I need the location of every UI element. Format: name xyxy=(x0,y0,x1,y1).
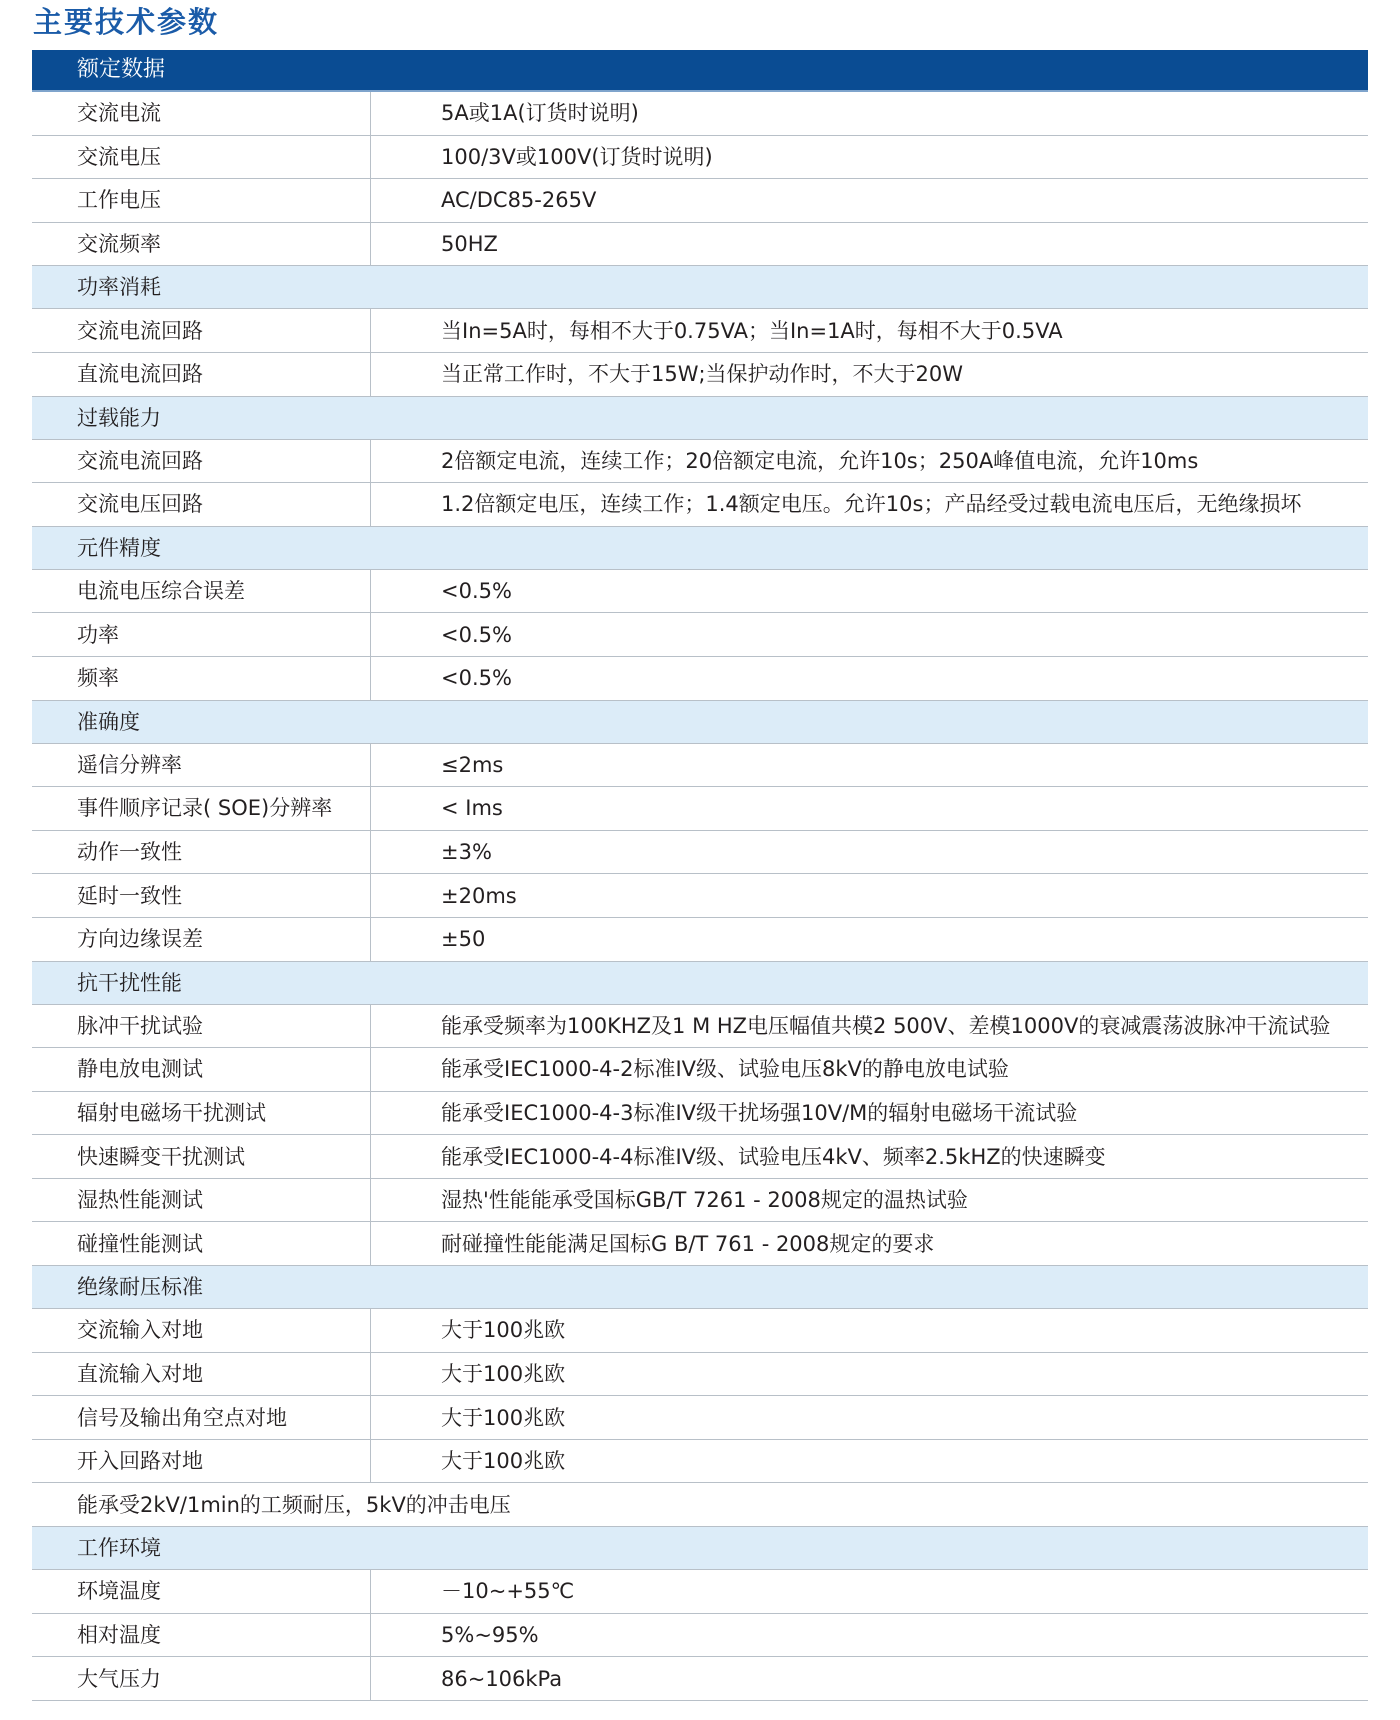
param-label: 交流电流回路 xyxy=(32,309,371,352)
param-label: 工作电压 xyxy=(32,179,371,222)
table-row xyxy=(32,1135,1368,1179)
table-row xyxy=(32,1092,1368,1136)
param-label: 功率 xyxy=(32,613,371,656)
table-row xyxy=(32,1657,1368,1701)
param-value: 能承受IEC1000-4-3标准IV级干扰场强10V/M的辐射电磁场干流试验 xyxy=(441,1100,1078,1125)
section-title: 抗干扰性能 xyxy=(77,970,182,995)
param-value: <0.5% xyxy=(441,622,512,647)
full-width-text: 能承受2kV/1min的工频耐压，5kV的冲击电压 xyxy=(77,1492,511,1517)
table-row xyxy=(32,1222,1368,1266)
section-row xyxy=(32,397,1368,440)
param-value: <0.5% xyxy=(441,666,512,691)
table-row xyxy=(32,613,1368,657)
param-value: 100/3V或100V(订货时说明) xyxy=(441,144,713,169)
param-label: 快速瞬变干扰测试 xyxy=(32,1135,371,1178)
table-row xyxy=(32,1179,1368,1223)
param-value: 5A或1A(订货时说明) xyxy=(441,101,639,126)
param-label: 延时一致性 xyxy=(32,874,371,917)
table-row xyxy=(32,1614,1368,1658)
param-value: <0.5% xyxy=(441,579,512,604)
param-value: 湿热'性能能承受国标GB/T 7261 - 2008规定的温热试验 xyxy=(441,1188,968,1213)
table-row xyxy=(32,483,1368,527)
param-label: 交流电流回路 xyxy=(32,440,371,483)
param-value: 2倍额定电流，连续工作；20倍额定电流，允许10s；250A峰值电流，允许10ms xyxy=(441,448,1199,473)
param-label: 交流电流 xyxy=(32,92,371,135)
param-label: 直流电流回路 xyxy=(32,353,371,396)
param-value: 能承受IEC1000-4-2标准IV级、试验电压8kV的静电放电试验 xyxy=(441,1057,1009,1082)
param-label: 遥信分辨率 xyxy=(32,744,371,787)
param-label: 交流输入对地 xyxy=(32,1309,371,1352)
full-width-row xyxy=(32,1483,1368,1527)
param-label: 脉冲干扰试验 xyxy=(32,1005,371,1048)
table-row xyxy=(32,918,1368,962)
page-title: 主要技术参数 xyxy=(33,5,220,39)
table-row xyxy=(32,92,1368,136)
param-label: 事件顺序记录( SOE)分辨率 xyxy=(32,787,371,830)
param-label: 相对温度 xyxy=(32,1614,371,1657)
section-row xyxy=(32,701,1368,744)
param-value: 当正常工作时，不大于15W;当保护动作时，不大于20W xyxy=(441,362,964,387)
section-title: 绝缘耐压标准 xyxy=(77,1275,203,1300)
section-row xyxy=(32,266,1368,309)
section-row xyxy=(32,527,1368,570)
param-value: 能承受IEC1000-4-4标准IV级、试验电压4kV、频率2.5kHZ的快速瞬变 xyxy=(441,1144,1106,1169)
table-row xyxy=(32,1309,1368,1353)
param-label: 频率 xyxy=(32,657,371,700)
param-label: 交流电压 xyxy=(32,136,371,179)
param-value: ±3% xyxy=(441,840,492,865)
param-value: < Ims xyxy=(441,796,503,821)
table-row xyxy=(32,657,1368,701)
table-row xyxy=(32,179,1368,223)
table-row xyxy=(32,353,1368,397)
table-header-label: 额定数据 xyxy=(77,57,166,82)
param-label: 辐射电磁场干扰测试 xyxy=(32,1092,371,1135)
param-value: ±50 xyxy=(441,927,486,952)
spec-table xyxy=(32,50,1368,1701)
section-row xyxy=(32,1266,1368,1309)
section-title: 功率消耗 xyxy=(77,275,161,300)
param-label: 湿热性能测试 xyxy=(32,1179,371,1222)
table-row xyxy=(32,744,1368,788)
param-value: 当In=5A时，每相不大于0.75VA；当In=1A时，每相不大于0.5VA xyxy=(441,318,1063,343)
param-value: 50HZ xyxy=(441,232,498,257)
param-value: AC/DC85-265V xyxy=(441,188,597,213)
param-label: 交流电压回路 xyxy=(32,483,371,526)
param-label: 大气压力 xyxy=(32,1657,371,1700)
section-title: 准确度 xyxy=(77,709,140,734)
param-label: 直流输入对地 xyxy=(32,1353,371,1396)
table-row xyxy=(32,440,1368,484)
table-row xyxy=(32,874,1368,918)
param-value: 86~106kPa xyxy=(441,1666,563,1691)
table-row xyxy=(32,136,1368,180)
param-value: 1.2倍额定电压，连续工作；1.4额定电压。允许10s；产品经受过载电流电压后，无绝缘损坏 xyxy=(441,492,1302,517)
param-label: 动作一致性 xyxy=(32,831,371,874)
param-value: 大于100兆欧 xyxy=(441,1361,566,1386)
table-body xyxy=(32,92,1368,1701)
table-row xyxy=(32,787,1368,831)
param-value: 大于100兆欧 xyxy=(441,1405,566,1430)
param-label: 交流频率 xyxy=(32,223,371,266)
param-label: 环境温度 xyxy=(32,1570,371,1613)
table-row xyxy=(32,1396,1368,1440)
param-value: ≤2ms xyxy=(441,752,504,777)
param-label: 信号及输出角空点对地 xyxy=(32,1396,371,1439)
table-row xyxy=(32,223,1368,267)
param-label: 开入回路对地 xyxy=(32,1440,371,1483)
table-row xyxy=(32,1005,1368,1049)
section-title: 元件精度 xyxy=(77,535,161,560)
table-row xyxy=(32,1048,1368,1092)
table-row xyxy=(32,570,1368,614)
param-value: 大于100兆欧 xyxy=(441,1318,566,1343)
section-title: 过载能力 xyxy=(77,405,161,430)
param-value: 5%~95% xyxy=(441,1622,539,1647)
param-label: 静电放电测试 xyxy=(32,1048,371,1091)
table-row xyxy=(32,1353,1368,1397)
param-value: 大于100兆欧 xyxy=(441,1449,566,1474)
section-row xyxy=(32,962,1368,1005)
table-row xyxy=(32,309,1368,353)
param-value: －10~+55℃ xyxy=(441,1579,575,1604)
param-value: 耐碰撞性能能满足国标G B/T 761 - 2008规定的要求 xyxy=(441,1231,935,1256)
param-label: 方向边缘误差 xyxy=(32,918,371,961)
param-label: 电流电压综合误差 xyxy=(32,570,371,613)
param-value: 能承受频率为100KHZ及1 M HZ电压幅值共模2 500V、差模1000V的衰减震荡波脉冲干流试验 xyxy=(441,1013,1331,1038)
table-row xyxy=(32,1570,1368,1614)
table-header xyxy=(32,50,1368,92)
param-label: 碰撞性能测试 xyxy=(32,1222,371,1265)
param-value: ±20ms xyxy=(441,883,517,908)
section-row xyxy=(32,1527,1368,1570)
table-row xyxy=(32,831,1368,875)
section-title: 工作环境 xyxy=(77,1536,161,1561)
table-row xyxy=(32,1440,1368,1484)
